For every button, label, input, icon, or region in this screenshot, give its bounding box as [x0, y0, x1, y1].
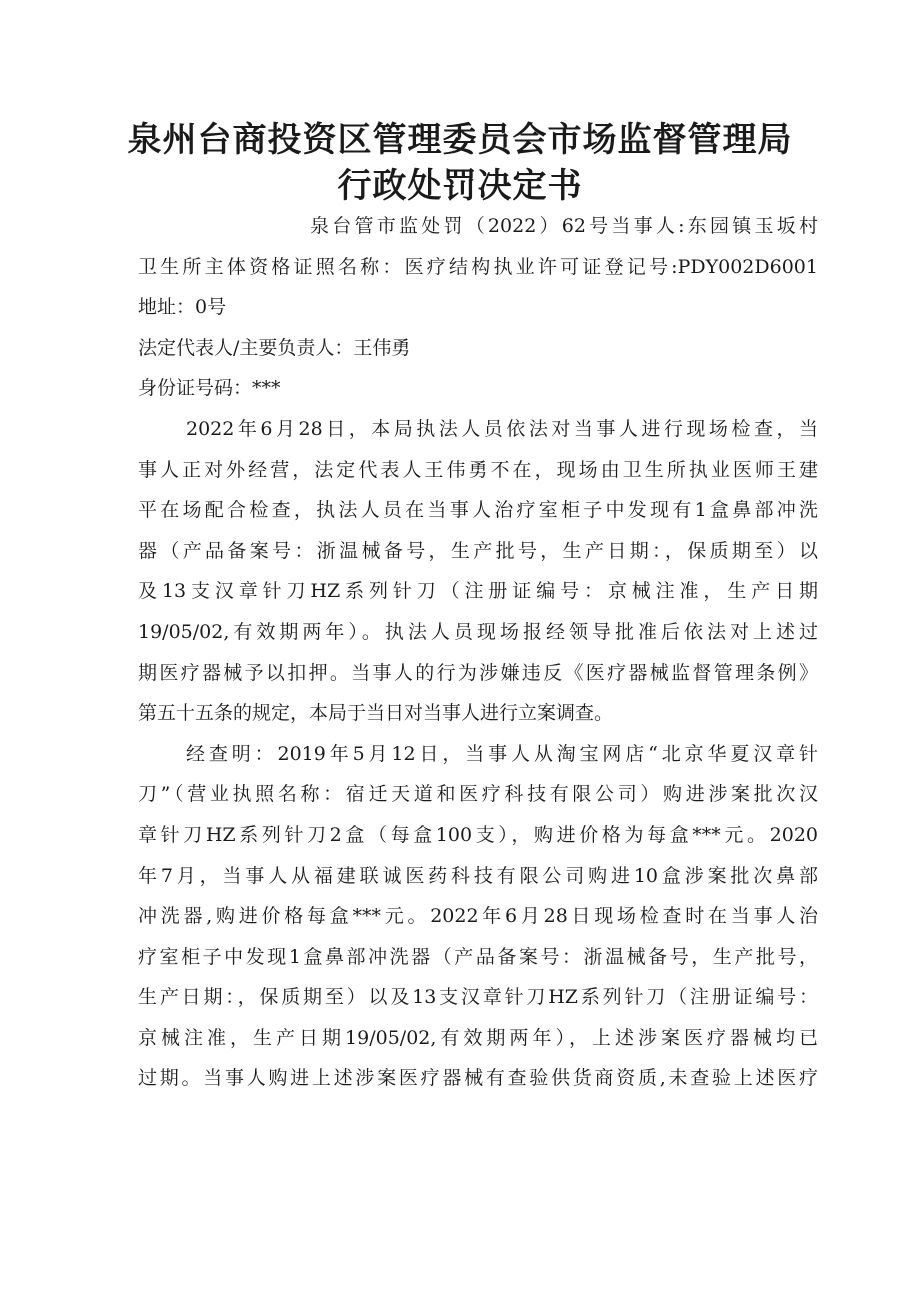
text-line: 章针刀HZ系列针刀2盒（每盒100支），购进价格为每盒***元。2020 — [138, 823, 818, 846]
text-line: 疗室柜子中发现1盒鼻部冲洗器（产品备案号：浙温械备号，生产批号， — [138, 945, 818, 968]
text-line: 平在场配合检查，执法人员在当事人治疗室柜子中发现有1盒鼻部冲洗 — [138, 499, 818, 522]
text-line: 19/05/02,有效期两年）。执法人员现场报经领导批准后依法对上述过 — [138, 620, 818, 643]
text-line: 及13支汉章针刀HZ系列针刀（注册证编号：京械注准，生产日期 — [138, 580, 818, 603]
text-line: 期医疗器械予以扣押。当事人的行为涉嫌违反《医疗器械监督管理条例》 — [138, 661, 818, 684]
text-line: 经查明：2019年5月12日，当事人从淘宝网店“北京华夏汉章针 — [186, 742, 818, 765]
text-line: 卫生所主体资格证照名称：医疗结构执业许可证登记号:PDY002D6001 — [138, 255, 818, 278]
text-line: 京械注准，生产日期19/05/02,有效期两年），上述涉案医疗器械均已 — [138, 1026, 818, 1049]
text-line: 法定代表人/主要负责人：王伟勇 — [138, 336, 411, 359]
text-line: 事人正对外经营，法定代表人王伟勇不在，现场由卫生所执业医师王建 — [138, 458, 818, 481]
text-line: 器（产品备案号：浙温械备号，生产批号，生产日期：，保质期至）以 — [138, 539, 818, 562]
document-subtitle: 行政处罚决定书 — [337, 166, 583, 206]
text-line: 2022年6月28日，本局执法人员依法对当事人进行现场检查，当 — [186, 417, 818, 440]
text-line: 过期。当事人购进上述涉案医疗器械有查验供货商资质,未查验上述医疗 — [138, 1067, 818, 1090]
document-body — [138, 206, 818, 1099]
text-line: 生产日期：，保质期至）以及13支汉章针刀HZ系列针刀（注册证编号： — [138, 986, 818, 1009]
text-line: 第五十五条的规定，本局于当日对当事人进行立案调查。 — [138, 702, 614, 725]
text-line: 泉台管市监处罚（2022）62号当事人:东园镇玉坂村 — [310, 215, 818, 237]
text-line: 年7月，当事人从福建联诚医药科技有限公司购进10盒涉案批次鼻部 — [138, 864, 818, 887]
text-line: 冲洗器,购进价格每盒***元。2022年6月28日现场检查时在当事人治 — [138, 905, 818, 928]
text-line: 身份证号码：*** — [138, 377, 281, 400]
text-line: 刀”（营业执照名称：宿迁天道和医疗科技有限公司）购进涉案批次汉 — [138, 783, 818, 806]
document-title: 泉州台商投资区管理委员会市场监督管理局 — [127, 120, 793, 160]
text-line: 地址：0号 — [138, 296, 227, 319]
